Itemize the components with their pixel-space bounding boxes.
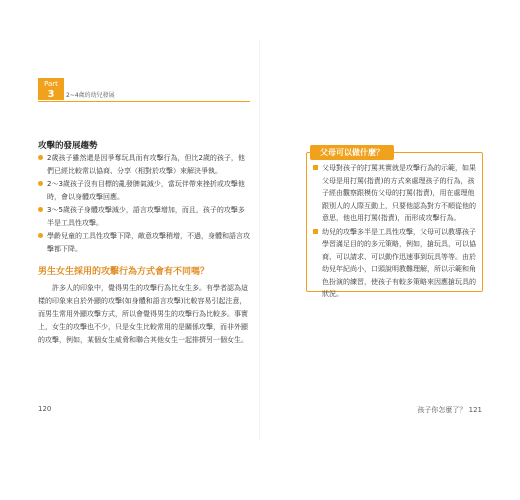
bullet-item: 2～3歲孩子沒有目標的亂發脾氣減少，當玩伴帶來挫折或攻擊他時，會以身體攻擊回應。 bbox=[38, 178, 250, 204]
part-number: 3 bbox=[47, 89, 55, 100]
bullet-dot-icon bbox=[38, 181, 43, 186]
page-gutter bbox=[259, 40, 260, 440]
part-label: Part bbox=[44, 80, 58, 88]
square-bullet-icon bbox=[313, 165, 318, 170]
subsection-heading: 男生女生採用的攻擊行為方式會有不同嗎？ bbox=[38, 267, 210, 277]
section-heading: 攻擊的發展趨勢 bbox=[38, 141, 98, 151]
square-bullet-icon bbox=[313, 229, 318, 234]
part-badge bbox=[38, 78, 64, 100]
development-bullet-list bbox=[38, 152, 250, 256]
chapter-title: 2~4歲的幼兒發展 bbox=[66, 92, 115, 99]
box-list-item: 幼兒的攻擊多半是工具性攻擊，父母可以教導孩子學習滿足目的的多元策略，例如，搶玩具，可以協商、可以請求、可以動作迅速事到玩具等等。由於幼兒年紀尚小，口頭說明教難理解，所以示範和角色扮演的練習，使孩子有較多策略來因應搶玩具的狀況。 bbox=[313, 226, 477, 301]
sidebar-box-body bbox=[313, 162, 477, 302]
bullet-dot-icon bbox=[38, 207, 43, 212]
sidebar-box-title: 父母可以做什麼？ bbox=[310, 145, 394, 160]
box-list-item: 父母對孩子的打罵其實就是攻擊行為的示範，如果父母是用打罵(指責)的方式來處理孩子的行為，孩子經由觀察跟模仿父母的打罵(指責)，用在處理他跟別人的人際互動上，只要他認為對方不順從他的意思，他也用打罵(指責)，而形成攻擊行為。 bbox=[313, 162, 477, 225]
header-rule bbox=[38, 101, 250, 102]
bullet-item: 3～5歲孩子身體攻擊減少，語言攻擊增加，而且，孩子的攻擊多半是工具性攻擊。 bbox=[38, 204, 250, 230]
page-number-right: 孩子你怎麼了？ 121 bbox=[417, 406, 482, 414]
page-number-left: 120 bbox=[38, 405, 52, 413]
bullet-dot-icon bbox=[38, 233, 43, 238]
bullet-item: 2歲孩子雖然還是因爭奪玩具而有攻擊行為，但比2歲的孩子，他們已經比較常以協商、分享（相對於攻擊）來解決爭執。 bbox=[38, 152, 250, 178]
bullet-item: 學齡兒童的工具性攻擊下降，敵意攻擊稍增，不過，身體和語言攻擊都下降。 bbox=[38, 230, 250, 256]
bullet-dot-icon bbox=[38, 155, 43, 160]
body-paragraph: 許多人的印象中，覺得男生的攻擊行為比女生多。有學者認為這樣的印象來自於外顯的攻擊(如身體和語言攻擊)比較容易引起注意，而男生常用外顯攻擊方式，所以會覺得男生的攻擊行為比較多。事實上，女生的攻擊也不少，只是女生比較常用的是關係攻擊，而非外顯的攻擊，例如，某個女生威脅和聯合其他女生一起排擠另一個女生。 bbox=[38, 284, 248, 344]
